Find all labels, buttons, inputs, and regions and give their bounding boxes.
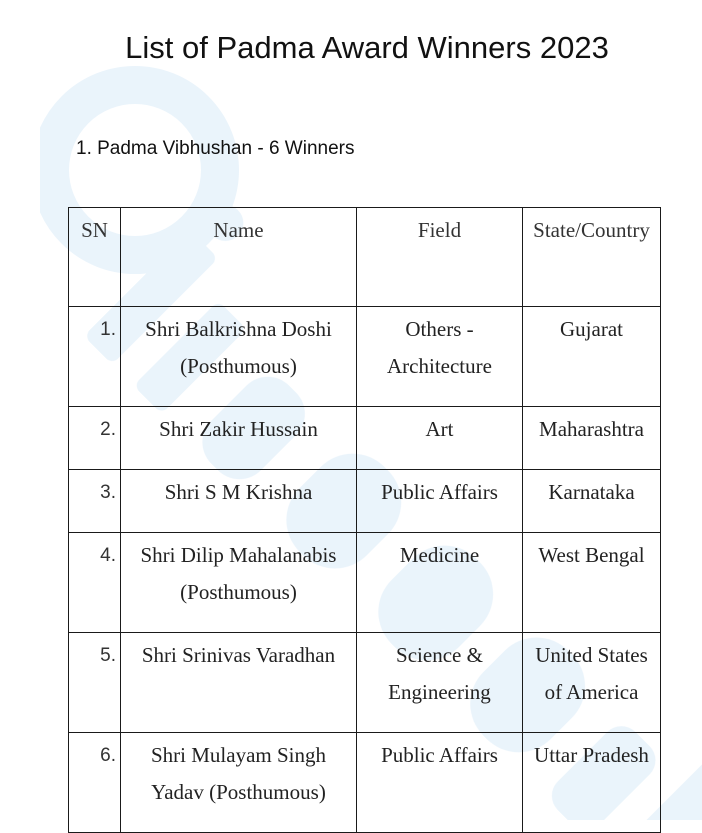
table-row — [69, 533, 661, 633]
cell-name: Shri Srinivas Varadhan — [121, 633, 357, 733]
cell-name: Shri Dilip Mahalanabis (Posthumous) — [121, 533, 357, 633]
awards-table — [68, 207, 661, 833]
section-heading: 1. Padma Vibhushan - 6 Winners — [76, 138, 355, 159]
cell-field: Others - Architecture — [357, 307, 523, 407]
table-row — [69, 407, 661, 470]
cell-name: Shri Balkrishna Doshi (Posthumous) — [121, 307, 357, 407]
cell-state: United States of America — [523, 633, 661, 733]
cell-field: Public Affairs — [357, 470, 523, 533]
cell-sn: 1. — [69, 307, 121, 407]
cell-sn: 2. — [69, 407, 121, 470]
cell-sn: 6. — [69, 733, 121, 833]
cell-name: Shri S M Krishna — [121, 470, 357, 533]
header-name: Name — [121, 208, 357, 307]
cell-field: Public Affairs — [357, 733, 523, 833]
cell-sn: 4. — [69, 533, 121, 633]
table-row — [69, 733, 661, 833]
cell-name: Shri Zakir Hussain — [121, 407, 357, 470]
header-field: Field — [357, 208, 523, 307]
cell-name: Shri Mulayam Singh Yadav (Posthumous) — [121, 733, 357, 833]
header-sn: SN — [69, 208, 121, 307]
header-state: State/Country — [523, 208, 661, 307]
table-row — [69, 633, 661, 733]
cell-sn: 3. — [69, 470, 121, 533]
cell-field: Art — [357, 407, 523, 470]
table-row — [69, 307, 661, 407]
cell-state: Uttar Pradesh — [523, 733, 661, 833]
page-title: List of Padma Award Winners 2023 — [125, 30, 609, 65]
cell-state: Gujarat — [523, 307, 661, 407]
cell-sn: 5. — [69, 633, 121, 733]
cell-state: West Bengal — [523, 533, 661, 633]
cell-state: Karnataka — [523, 470, 661, 533]
cell-field: Medicine — [357, 533, 523, 633]
cell-field: Science & Engineering — [357, 633, 523, 733]
cell-state: Maharashtra — [523, 407, 661, 470]
table-row — [69, 470, 661, 533]
table-header-row — [69, 208, 661, 307]
